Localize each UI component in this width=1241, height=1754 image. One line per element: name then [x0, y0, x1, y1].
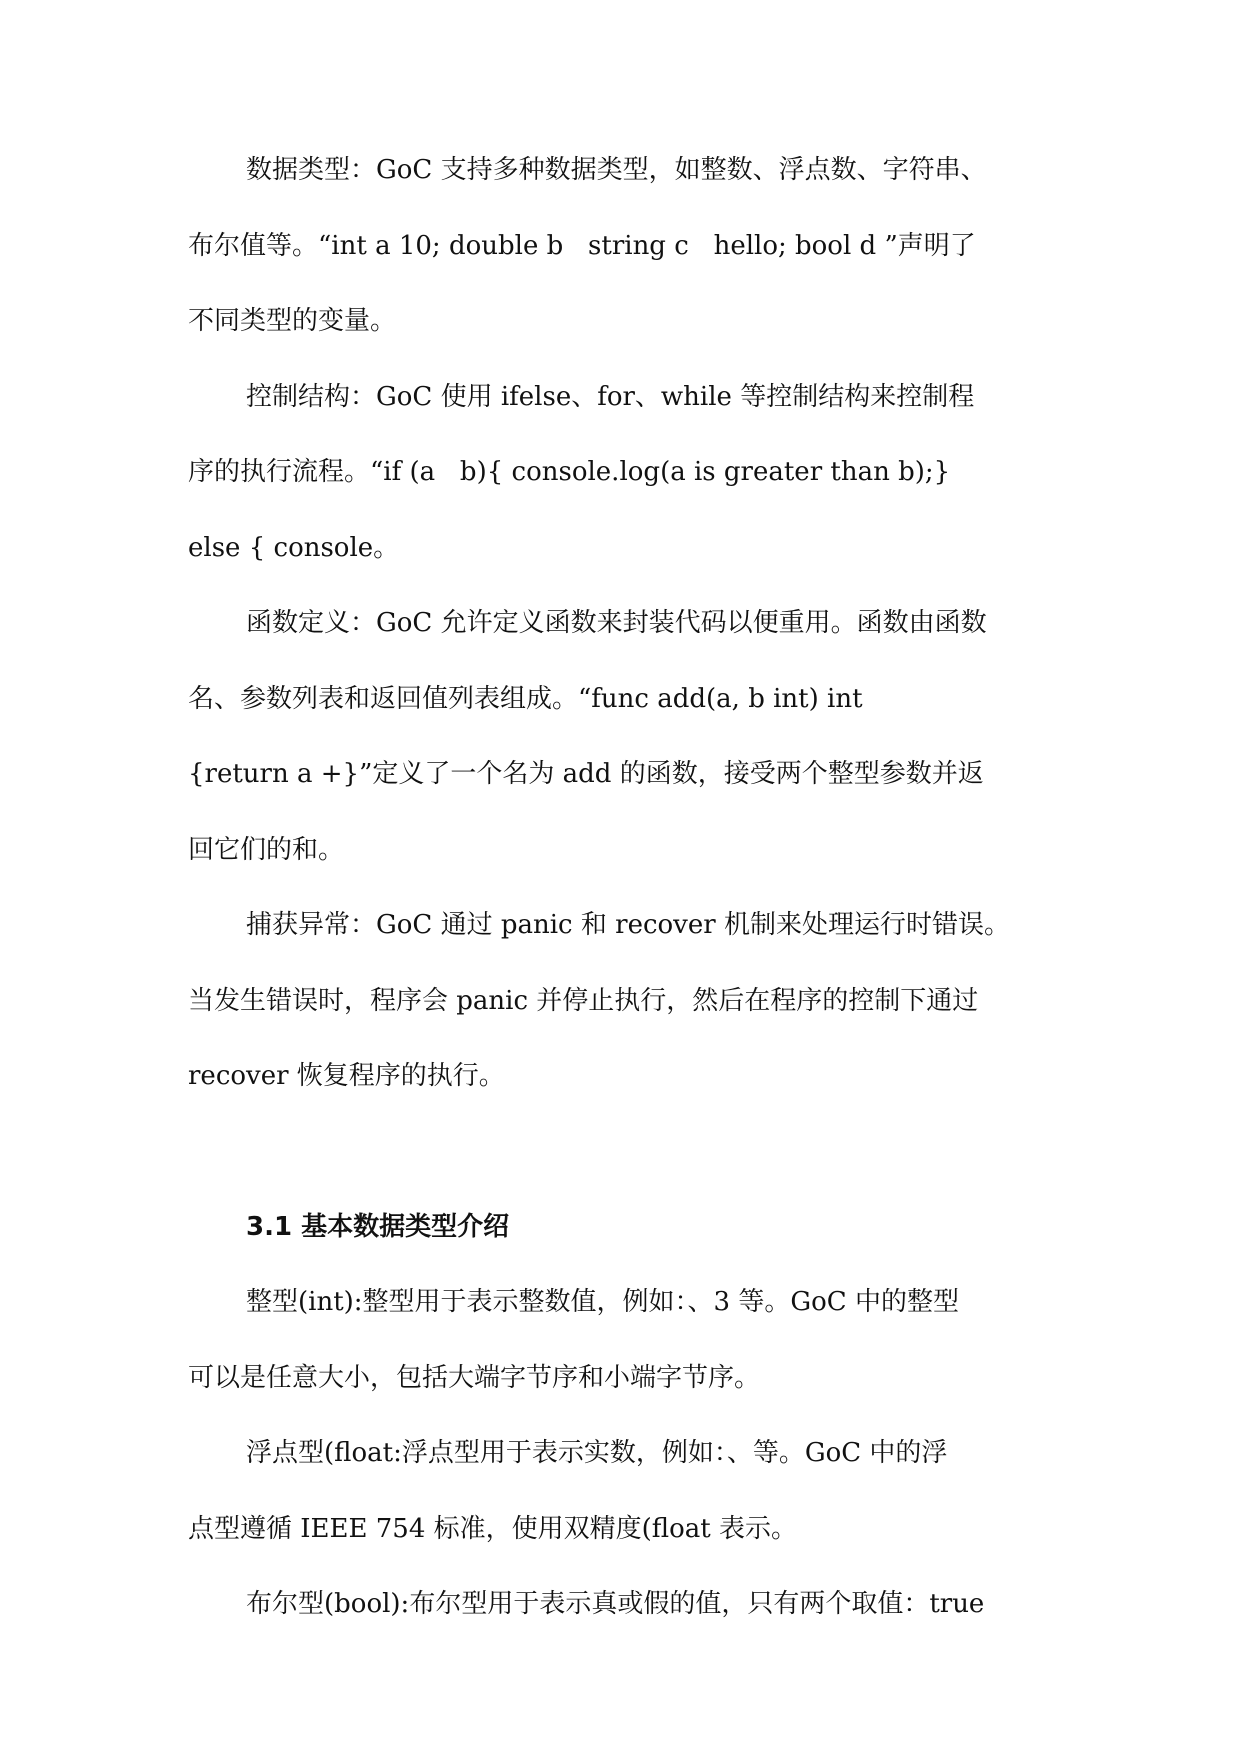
paragraph-line: 名、参数列表和返回值列表组成。“func add(a, b int) int — [188, 683, 863, 714]
paragraph-line: 布尔值等。“int a 10; double b string c hello; bool d ”声明了 — [188, 230, 976, 261]
paragraph-line: 序的执行流程。“if (a b){ console.log(a is greater than b);} — [188, 457, 951, 487]
paragraph-line: 数据类型：GoC 支持多种数据类型，如整数、浮点数、字符串、 — [246, 155, 987, 185]
paragraph-line: recover 恢复程序的执行。 — [188, 1061, 505, 1091]
section-spacing — [188, 1122, 1078, 1197]
paragraph-line: 函数定义：GoC 允许定义函数来封装代码以便重用。函数由函数 — [246, 608, 987, 638]
paragraph-line: 当发生错误时，程序会 panic 并停止执行，然后在程序的控制下通过 — [188, 985, 979, 1016]
function-definition-paragraph — [188, 593, 1078, 895]
paragraph-line: else { console。 — [188, 532, 400, 563]
paragraph-line: 点型遵循 IEEE 754 标准，使用双精度(float 表示。 — [188, 1513, 797, 1544]
integer-type-paragraph — [188, 1272, 1078, 1423]
document-page — [188, 140, 1078, 1650]
paragraph-line: 浮点型(float:浮点型用于表示实数，例如：、等。GoC 中的浮 — [246, 1438, 948, 1468]
paragraph-line: 可以是任意大小，包括大端字节序和小端字节序。 — [188, 1362, 761, 1393]
paragraph-line: 整型(int):整型用于表示整数值，例如：、3 等。GoC 中的整型 — [246, 1287, 959, 1317]
control-structure-paragraph — [188, 367, 1078, 594]
bool-type-paragraph — [188, 1574, 1078, 1650]
paragraph-line: 不同类型的变量。 — [188, 306, 397, 336]
data-types-paragraph — [188, 140, 1078, 367]
exception-handling-paragraph — [188, 895, 1078, 1122]
paragraph-line: {return a +}”定义了一个名为 add 的函数，接受两个整型参数并返 — [188, 759, 984, 789]
float-type-paragraph — [188, 1423, 1078, 1574]
paragraph-line: 控制结构：GoC 使用 ifelse、for、while 等控制结构来控制程 — [246, 381, 975, 412]
paragraph-line: 捕获异常：GoC 通过 panic 和 recover 机制来处理运行时错误。 — [246, 910, 1010, 940]
paragraph-line: 回它们的和。 — [188, 834, 345, 865]
section-heading: 3.1 基本数据类型介绍 — [246, 1211, 510, 1242]
paragraph-line: 布尔型(bool):布尔型用于表示真或假的值，只有两个取值：true — [246, 1589, 985, 1619]
